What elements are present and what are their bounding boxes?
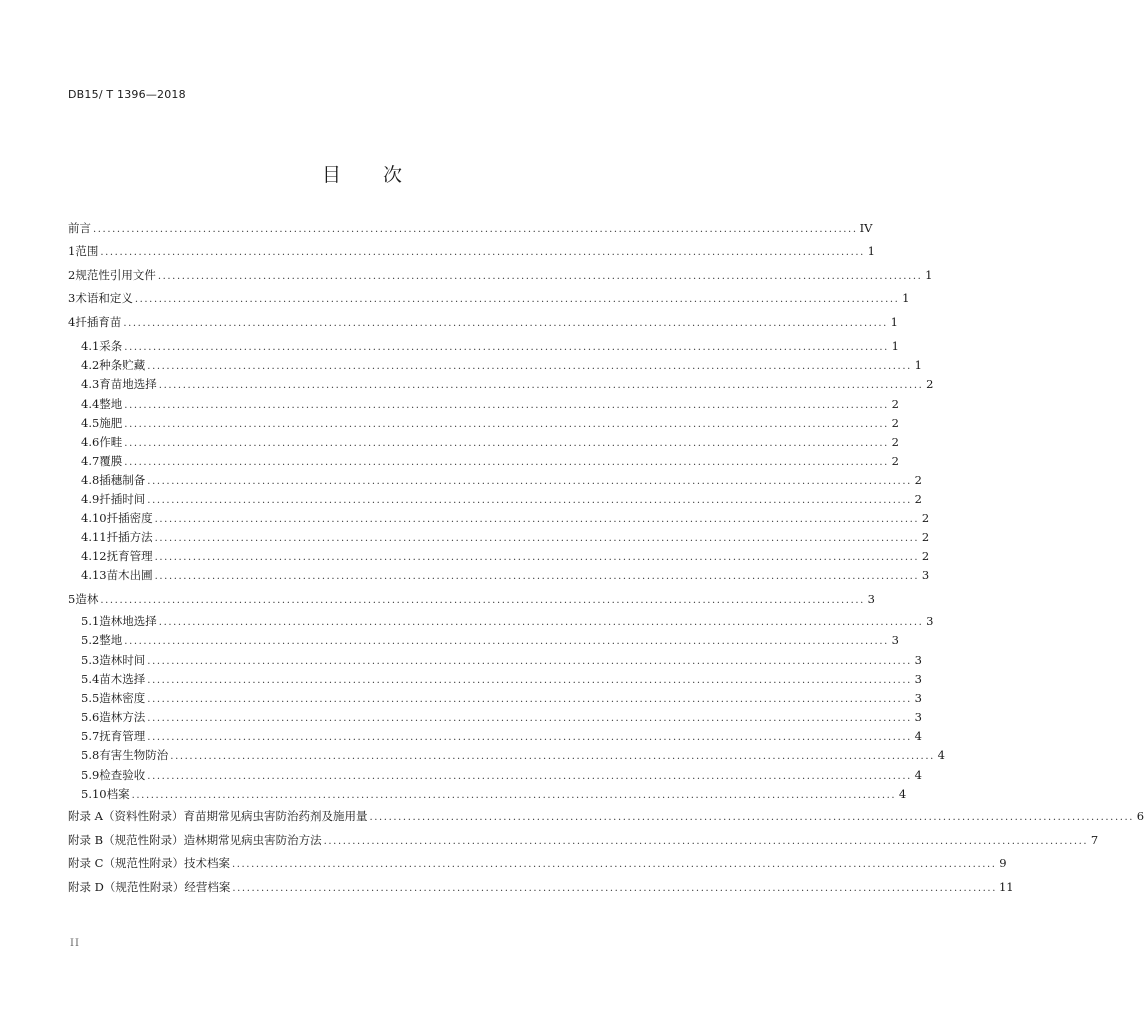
toc-dot-leader: ................................................................................................................................................................	[147, 495, 912, 506]
page-number: II	[70, 938, 80, 949]
toc-entry[interactable]	[68, 548, 930, 564]
toc-entry-page: 11	[998, 880, 1014, 894]
toc-entry-page: 3	[914, 710, 922, 724]
toc-entry-page: 2	[914, 473, 922, 487]
toc-dot-leader: ................................................................................................................................................................	[170, 751, 935, 762]
toc-entry[interactable]	[68, 529, 930, 545]
toc-entry-page: 7	[1090, 833, 1099, 847]
toc-dot-leader: ................................................................................................................................................................	[147, 476, 912, 487]
toc-entry[interactable]	[68, 290, 910, 306]
toc-entry-number: 4.3	[81, 377, 100, 391]
toc-entry[interactable]	[68, 220, 873, 236]
toc-dot-leader: ................................................................................................................................................................	[124, 457, 889, 468]
toc-dot-leader: ................................................................................................................................................................	[124, 636, 889, 647]
toc-dot-leader: ................................................................................................................................................................	[154, 514, 920, 525]
toc-entry-page: 3	[914, 672, 922, 686]
toc-entry-page: 9	[999, 856, 1007, 870]
toc-entry[interactable]	[68, 338, 899, 354]
toc-dot-leader: ................................................................................................................................................................	[231, 859, 997, 870]
toc-entry[interactable]	[68, 243, 875, 259]
toc-entry-number: 3	[68, 291, 76, 305]
toc-entry-label: 抚育管理	[99, 729, 146, 743]
toc-entry-label: 造林	[75, 592, 99, 606]
toc-entry[interactable]	[68, 690, 922, 706]
toc-entry-number: 2	[68, 268, 76, 282]
toc-entry[interactable]	[68, 709, 922, 725]
toc-entry[interactable]	[68, 434, 899, 450]
toc-dot-leader: ................................................................................................................................................................	[131, 790, 897, 801]
toc-entry[interactable]	[68, 728, 922, 744]
toc-entry-page: 4	[914, 729, 922, 743]
toc-entry-label: 种条贮藏	[99, 358, 146, 372]
toc-entry-number: 5.5	[81, 691, 100, 705]
toc-dot-leader: ................................................................................................................................................................	[100, 595, 865, 606]
toc-entry-label: 育苗地选择	[99, 377, 157, 391]
toc-entry-page: 2	[891, 454, 899, 468]
toc-entry-page: 1	[867, 244, 875, 258]
toc-entry-number: 5.3	[81, 653, 100, 667]
toc-entry-number: 5.2	[81, 633, 100, 647]
toc-entry-number: 5.4	[81, 672, 100, 686]
toc-entry[interactable]	[68, 747, 945, 763]
toc-entry[interactable]	[68, 314, 898, 330]
toc-entry-number: 5.7	[81, 729, 100, 743]
toc-entry[interactable]	[68, 357, 922, 373]
toc-entry-label: 造林方法	[99, 710, 146, 724]
toc-entry-label: 插穗制备	[99, 473, 146, 487]
toc-entry-page: 2	[914, 492, 922, 506]
toc-entry-label: 造林时间	[99, 653, 146, 667]
toc-entry-label: 抚育管理	[106, 549, 153, 563]
toc-entry[interactable]	[68, 652, 922, 668]
toc-entry-label: 作畦	[99, 435, 123, 449]
toc-entry[interactable]	[68, 808, 1144, 824]
toc-dot-leader: ................................................................................................................................................................	[158, 380, 924, 391]
toc-entry-page: 2	[921, 549, 930, 563]
toc-dot-leader: ................................................................................................................................................................	[147, 656, 912, 667]
toc-dot-leader: ................................................................................................................................................................	[147, 732, 912, 743]
toc-entry[interactable]	[68, 832, 1099, 848]
toc-entry-page: 1	[891, 339, 899, 353]
toc-entry[interactable]	[68, 396, 899, 412]
toc-dot-leader: ................................................................................................................................................................	[158, 617, 924, 628]
toc-entry-label: 覆膜	[99, 454, 123, 468]
toc-dot-leader: ................................................................................................................................................................	[124, 342, 889, 353]
toc-entry-label: 整地	[99, 633, 123, 647]
toc-entry-page: 3	[891, 633, 899, 647]
toc-dot-leader: ................................................................................................................................................................	[100, 247, 865, 258]
toc-entry[interactable]	[68, 613, 934, 629]
toc-entry-number: 4.12	[81, 549, 107, 563]
toc-dot-leader: ................................................................................................................................................................	[157, 271, 923, 282]
toc-entry[interactable]	[68, 879, 1014, 895]
toc-entry-number: 5.9	[81, 768, 100, 782]
toc-entry-number: 4.9	[81, 492, 100, 506]
toc-dot-leader: ................................................................................................................................................................	[124, 419, 889, 430]
toc-entry-number: 4.10	[81, 511, 107, 525]
toc-entry[interactable]	[68, 491, 922, 507]
toc-entry-label: 造林期常见病虫害防治方法	[183, 833, 322, 847]
toc-entry[interactable]	[68, 632, 899, 648]
toc-entry[interactable]	[68, 472, 922, 488]
toc-entry-page: 3	[867, 592, 875, 606]
toc-entry-number: 4.13	[81, 568, 107, 582]
toc-entry[interactable]	[68, 415, 899, 431]
toc-entry-page: 2	[891, 435, 899, 449]
page-title: 目 次	[321, 164, 421, 186]
toc-entry-label: 前言	[68, 221, 91, 235]
toc-entry-page: 3	[921, 568, 930, 582]
toc-entry[interactable]	[68, 510, 930, 526]
toc-dot-leader: ................................................................................................................................................................	[147, 771, 912, 782]
toc-dot-leader: ................................................................................................................................................................	[124, 400, 889, 411]
toc-entry-page: 3	[914, 653, 922, 667]
toc-dot-leader: ................................................................................................................................................................	[154, 571, 920, 582]
toc-entry-page: 2	[891, 397, 899, 411]
toc-entry-label: 苗木选择	[99, 672, 146, 686]
toc-entry-label: 扦插密度	[106, 511, 153, 525]
toc-entry-label: 术语和定义	[75, 291, 133, 305]
toc-entry-page: 3	[914, 691, 922, 705]
toc-entry-number: 5.8	[81, 748, 100, 762]
toc-entry-label: 范围	[75, 244, 99, 258]
toc-entry[interactable]	[68, 855, 1007, 871]
toc-dot-leader: ................................................................................................................................................................	[154, 552, 920, 563]
toc-entry-number: 4.2	[81, 358, 100, 372]
toc-dot-leader: ................................................................................................................................................................	[369, 812, 1135, 823]
toc-entry-page: 2	[921, 530, 930, 544]
document-code: DB15/ T 1396—2018	[68, 88, 186, 101]
toc-entry-number: 附录 A（资料性附录）	[68, 809, 184, 823]
toc-entry-number: 附录 B（规范性附录）	[68, 833, 184, 847]
toc-dot-leader: ................................................................................................................................................................	[147, 694, 912, 705]
toc-entry-page: 1	[890, 315, 898, 329]
toc-entry-number: 5	[68, 592, 76, 606]
toc-entry[interactable]	[68, 591, 875, 607]
toc-dot-leader: ................................................................................................................................................................	[154, 533, 920, 544]
toc-entry-page: 1	[925, 268, 933, 282]
toc-entry-number: 5.10	[81, 787, 107, 801]
toc-entry-number: 4.4	[81, 397, 100, 411]
toc-entry-number: 5.1	[81, 614, 100, 628]
toc-entry[interactable]	[68, 567, 930, 583]
toc-entry-label: 规范性引用文件	[75, 268, 156, 282]
toc-entry[interactable]	[68, 786, 907, 802]
toc-entry-number: 4.7	[81, 454, 100, 468]
toc-entry-number: 4.1	[81, 339, 100, 353]
toc-entry-label: 整地	[99, 397, 123, 411]
toc-entry-label: 造林密度	[99, 691, 146, 705]
toc-entry-page: 2	[891, 416, 899, 430]
toc-entry-page: 4	[898, 787, 907, 801]
toc-entry-page: 6	[1136, 809, 1144, 823]
toc-entry-number: 4.6	[81, 435, 100, 449]
toc-entry-number: 4.8	[81, 473, 100, 487]
toc-dot-leader: ................................................................................................................................................................	[124, 438, 889, 449]
toc-dot-leader: ................................................................................................................................................................	[232, 883, 997, 894]
toc-entry-label: 经营档案	[184, 880, 231, 894]
toc-entry-label: 扦插育苗	[75, 315, 122, 329]
toc-dot-leader: ................................................................................................................................................................	[147, 361, 912, 372]
toc-entry-page: 2	[921, 511, 930, 525]
toc-dot-leader: ................................................................................................................................................................	[134, 294, 900, 305]
toc-entry-label: 扦插时间	[99, 492, 146, 506]
toc-entry-page: 3	[926, 614, 934, 628]
toc-entry-number: 4.11	[81, 530, 107, 544]
toc-entry[interactable]	[68, 267, 933, 283]
toc-dot-leader: ................................................................................................................................................................	[147, 713, 912, 724]
toc-entry-label: 造林地选择	[99, 614, 157, 628]
toc-entry-label: 技术档案	[183, 856, 230, 870]
toc-entry-label: 苗木出圃	[106, 568, 153, 582]
toc-entry[interactable]	[68, 376, 934, 392]
toc-entry-label: 有害生物防治	[99, 748, 169, 762]
toc-entry-page: 2	[926, 377, 934, 391]
toc-entry-number: 4	[68, 315, 76, 329]
toc-entry-page: IV	[859, 221, 873, 235]
toc-entry-number: 4.5	[81, 416, 100, 430]
toc-entry-number: 附录 C（规范性附录）	[68, 856, 184, 870]
toc-dot-leader: ................................................................................................................................................................	[123, 318, 888, 329]
toc-entry-page: 1	[914, 358, 922, 372]
toc-entry[interactable]	[68, 767, 922, 783]
toc-dot-leader: ................................................................................................................................................................	[93, 224, 858, 235]
toc-entry-label: 采条	[99, 339, 123, 353]
toc-dot-leader: ................................................................................................................................................................	[323, 836, 1089, 847]
toc-entry-label: 施肥	[99, 416, 123, 430]
toc-entry-page: 4	[937, 748, 945, 762]
toc-entry-page: 4	[914, 768, 922, 782]
toc-entry[interactable]	[68, 453, 899, 469]
toc-dot-leader: ................................................................................................................................................................	[147, 675, 912, 686]
toc-entry-label: 育苗期常见病虫害防治药剂及施用量	[183, 809, 368, 823]
toc-entry-label: 扦插方法	[106, 530, 153, 544]
toc-entry[interactable]	[68, 671, 922, 687]
toc-entry-number: 1	[68, 244, 76, 258]
toc-entry-page: 1	[902, 291, 910, 305]
toc-entry-number: 附录 D（规范性附录）	[68, 880, 185, 894]
toc-entry-number: 5.6	[81, 710, 100, 724]
toc-entry-label: 档案	[106, 787, 130, 801]
toc-entry-label: 检查验收	[99, 768, 146, 782]
